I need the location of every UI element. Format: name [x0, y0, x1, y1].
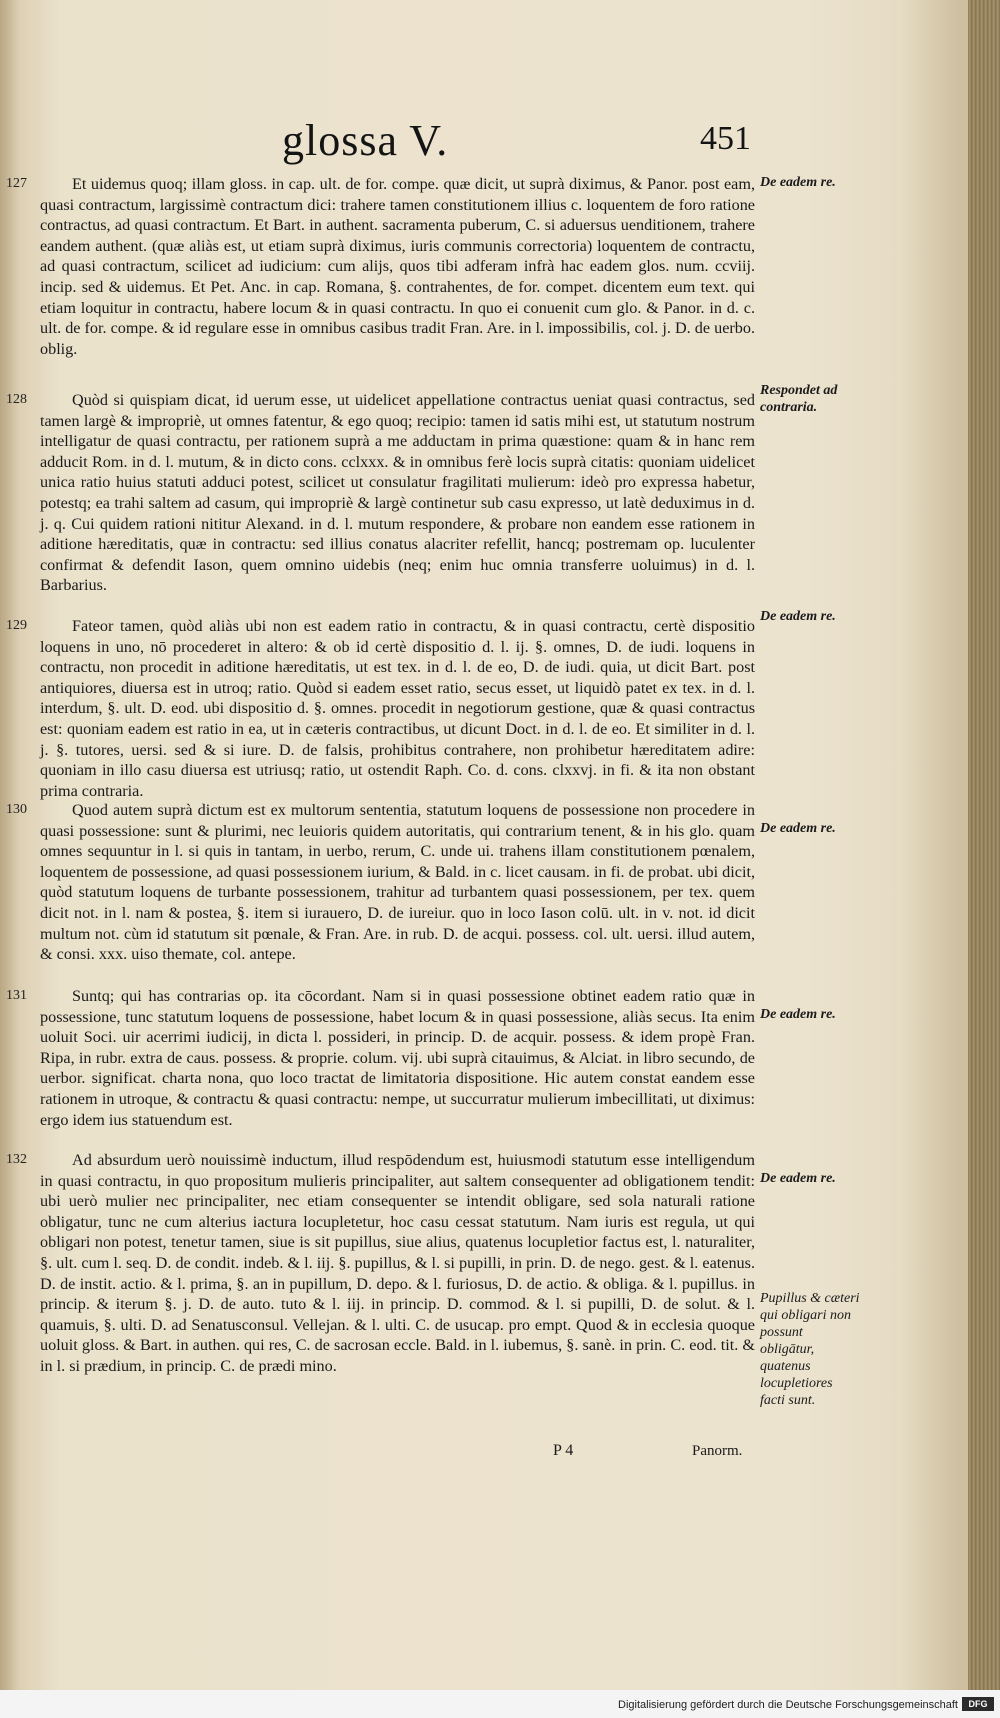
- paragraph-text: Suntq; qui has contrarias op. ita cōcordant. Nam si in quasi possessione obtinet eadem ratio quæ in possessione, tunc statutum loquens de possessione, habet locum & in quasi possessione, aliàs secus. Ita enim uoluit Soci. uir acerrimi iudicij, in dicta l. possideri, in princip. D. de acquir. possess. & idem propè Fran. Ripa, in rubr. extra de caus. possess. & proprie. colum. vij. ubi suprà citauimus, & Alciat. in libro secundo, de uerbor. significat. charta nona, quo loco tractat de limitatoria dispositione. Hic autem constat eandem esse rationem in utroque, & contractu & quasi contractu: nempe, ut succurratur mulierum imbecillitati, ut diximus: ergo idem ius statuendum est.: [40, 987, 755, 1129]
- paragraph-129: [6, 616, 755, 800]
- left-gutter: [0, 170, 14, 1370]
- paragraph-131: [6, 986, 755, 1150]
- sidenote: De eadem re.: [760, 1007, 836, 1022]
- paragraph-number: 132: [6, 1152, 27, 1167]
- page-title: glossa V.: [282, 116, 449, 165]
- sidenote: Pupillus & cæteri qui obligari non possunt obligātur, quatenus locupletiores facti sunt.: [760, 1291, 860, 1408]
- paragraph-text: Fateor tamen, quòd aliàs ubi non est eadem ratio in contractu, & in quasi contractu, certè dispositio loquens in uno, nō procederet in altero: & ob id certè dispositio d. l. ij. §. omnes, D. de iudi. loquens in contractu, non procedit in aditione hæreditatis, ut est tex. in d. l. de eo, D. de iudi. quia, ut dicit Bart. post antiquiores, diuersa est in utroq; ratio. Quòd si eadem esset ratio, secus esset, ut liquidò patet ex tex. in d. l. interdum, §. ult. D. eod. ubi dispositio d. §. omnes. procedit in negotiorum gestione, quæ & quasi contractus est: quoniam eadem est ratio in ea, ut in cæteris contractibus, ut dicunt Doct. in d. l. de eo. Et similiter in d. l. j. §. tutores, uersi. sed & si iure. D. de falsis, prohibitus contrahere, non prohibetur hæreditatem adire: quoniam in illo casu diuersa est utriusq; ratio, ut ostendit Raph. Co. d. cons. clxxvj. in fi. & ita non obstant prima contraria.: [40, 617, 755, 800]
- paragraph-127: [6, 174, 755, 390]
- paragraph-text: Et uidemus quoq; illam gloss. in cap. ult. de for. compe. quæ dicit, ut suprà diximus, & Panor. post eam, quasi contractum, largissimè contractum dici: trahere tamen constitutionem illius c. loquentem de foro ratione contractus, ad quasi contractum. Et Bart. in authent. sacramenta puberum, C. si aduersus uenditionem, trahere eandem authent. (quæ aliàs est, ut etiam suprà diximus, iuris communis correctoria) loquentem de contractu, ad quasi contractum, scilicet ad iudicium: cum alijs, quos tibi adferam infrà hac eadem glos. num. ccviij. incip. sed & uidemus. Et Pet. Anc. in cap. Romana, §. contrahentes, de for. compet. dicentem eum text. qui etiam loquitur in contractu, habere locum & in quasi contractu. In quo ei conuenit cum glo. & Panor. in d. c. ult. de for. compe. & id regulare esse in omnibus casibus tradit Fran. Are. in l. impossibilis, col. j. D. de uerbo. oblig.: [40, 175, 755, 358]
- paragraph-number: 131: [6, 988, 27, 1003]
- paragraph-number: 128: [6, 392, 27, 407]
- dfg-logo: DFG: [962, 1697, 994, 1711]
- funding-credit: Digitalisierung gefördert durch die Deutsche Forschungsgemeinschaft: [618, 1699, 958, 1711]
- paragraph-132: [6, 1150, 755, 1377]
- paragraph-number: 127: [6, 176, 27, 191]
- paragraph-number: 130: [6, 802, 27, 817]
- paragraph-number: 129: [6, 618, 27, 633]
- sidenote: Respondet ad contraria.: [760, 383, 838, 415]
- page-number: 451: [700, 120, 751, 157]
- sidenote: De eadem re.: [760, 1171, 836, 1186]
- sidenote: De eadem re.: [760, 821, 836, 836]
- paragraph-128: [6, 390, 755, 616]
- sidenote: De eadem re.: [760, 609, 836, 624]
- sidenote: De eadem re.: [760, 175, 836, 190]
- page-edge: [968, 0, 1000, 1690]
- body-text: [6, 174, 755, 1377]
- paragraph-130: [6, 800, 755, 986]
- paragraph-text: Quòd si quispiam dicat, id uerum esse, ut uidelicet appellatione contractus ueniat quasi contractus, sed tamen largè & impropriè, ut omnes fatentur, & ego quoq; recipio: tamen id satis mihi est, ut statutum nostrum intelligatur de quasi contractu, per rationem suprà a me adductam in prima quæstione: quam & in hanc rem adducit Rom. in d. l. mutum, & in dicto cons. cclxxx. & in omnibus ferè locis suprà citatis: quoniam uidelicet unica ratio huius statuti adduci potest, scilicet ut consulatur fragilitati mulierum: ideò pro expressa habetur, potestq; ea trahi saltem ad casum, qui impropriè & largè continetur sub casu expresso, ut latè deduximus in d. j. q. Cui quidem rationi nititur Alexand. in d. l. mutum respondere, & probare non eandem esse rationem in aditione hæreditatis, quæ in contractu: sed illius conatus alacriter refellit, hancq; postremam op. luculenter confirmat & defendit Iason, quem omnino uidebis (neq; enim huc omnia transferre uoluimus) in d. l. Barbarius.: [40, 391, 755, 595]
- paragraph-text: Ad absurdum uerò nouissimè inductum, illud respōdendum est, huiusmodi statutum esse intelligendum in quasi contractu, in quo propositum mulieris principaliter, aut saltem consequenter ad obligationem tendit: ubi uerò mulier nec principaliter, nec etiam consequenter se intendit obligare, sed sola naturali ratione obligatur, tunc ne cum alterius iactura locupletetur, hoc casu cessat statutum. Nam iuris est regula, ut qui obligari non potest, tenetur tamen, siue is sit pupillus, siue alius, quatenus locupletior factus est, l. naturaliter, §. ult. cum l. seq. D. de condit. indeb. & l. iij. §. pupillus, & l. si pupilli, in prin. D. de nego. gest. & l. eatenus. D. de instit. actio. & l. prima, §. an in pupillum, D. depo. & l. furiosus, D. de actio. & obliga. & l. pupillus. in princip. & iterum §. j. D. de auto. tuto & l. iij. in princip. D. commod. & l. si pupilli, D. de solut. & l. quamuis, §. ulti. D. ad Senatusconsul. Vellejan. & l. ulti. C. de usucap. pro empt. Quod & in ecclesia quoque uoluit gloss. & Bart. in authen. qui res, C. de sacrosan eccle. Bald. in l. iubemus, §. sanè. in prin. C. eod. tit. & in l. si prædium, in princip. C. de prædi mino.: [40, 1151, 755, 1375]
- catchword: Panorm.: [692, 1443, 743, 1459]
- signature-mark: P 4: [553, 1442, 574, 1459]
- paragraph-text: Quod autem suprà dictum est ex multorum sententia, statutum loquens de possessione non procedere in quasi possessione: sunt & plurimi, nec leuioris quidem autoritatis, qui contrarium tenent, & in his glo. quam omnes sequuntur in l. si quis in tantam, in uerbo, rerum, C. unde ui. trahens illam constitutionem pœnalem, loquentem de possessione, ad quasi possessionem iurium, & Bald. in c. licet causam. in fi. de probat. ubi dicit, quòd statutum loquens de turbante possessionem, trahitur ad turbantem quasi possessionem, per tex. quem dicit not. in l. nam & postea, §. item si iurauero, D. de iureiur. quo in loco Iason colū. ult. in v. not. id dicit multum not. cùm id statutum sit pœnale, & Fran. Are. in rub. D. de acqui. possess. col. ult. uersi. illud autem, & consi. xxx. uiso themate, col. antepe.: [40, 801, 755, 964]
